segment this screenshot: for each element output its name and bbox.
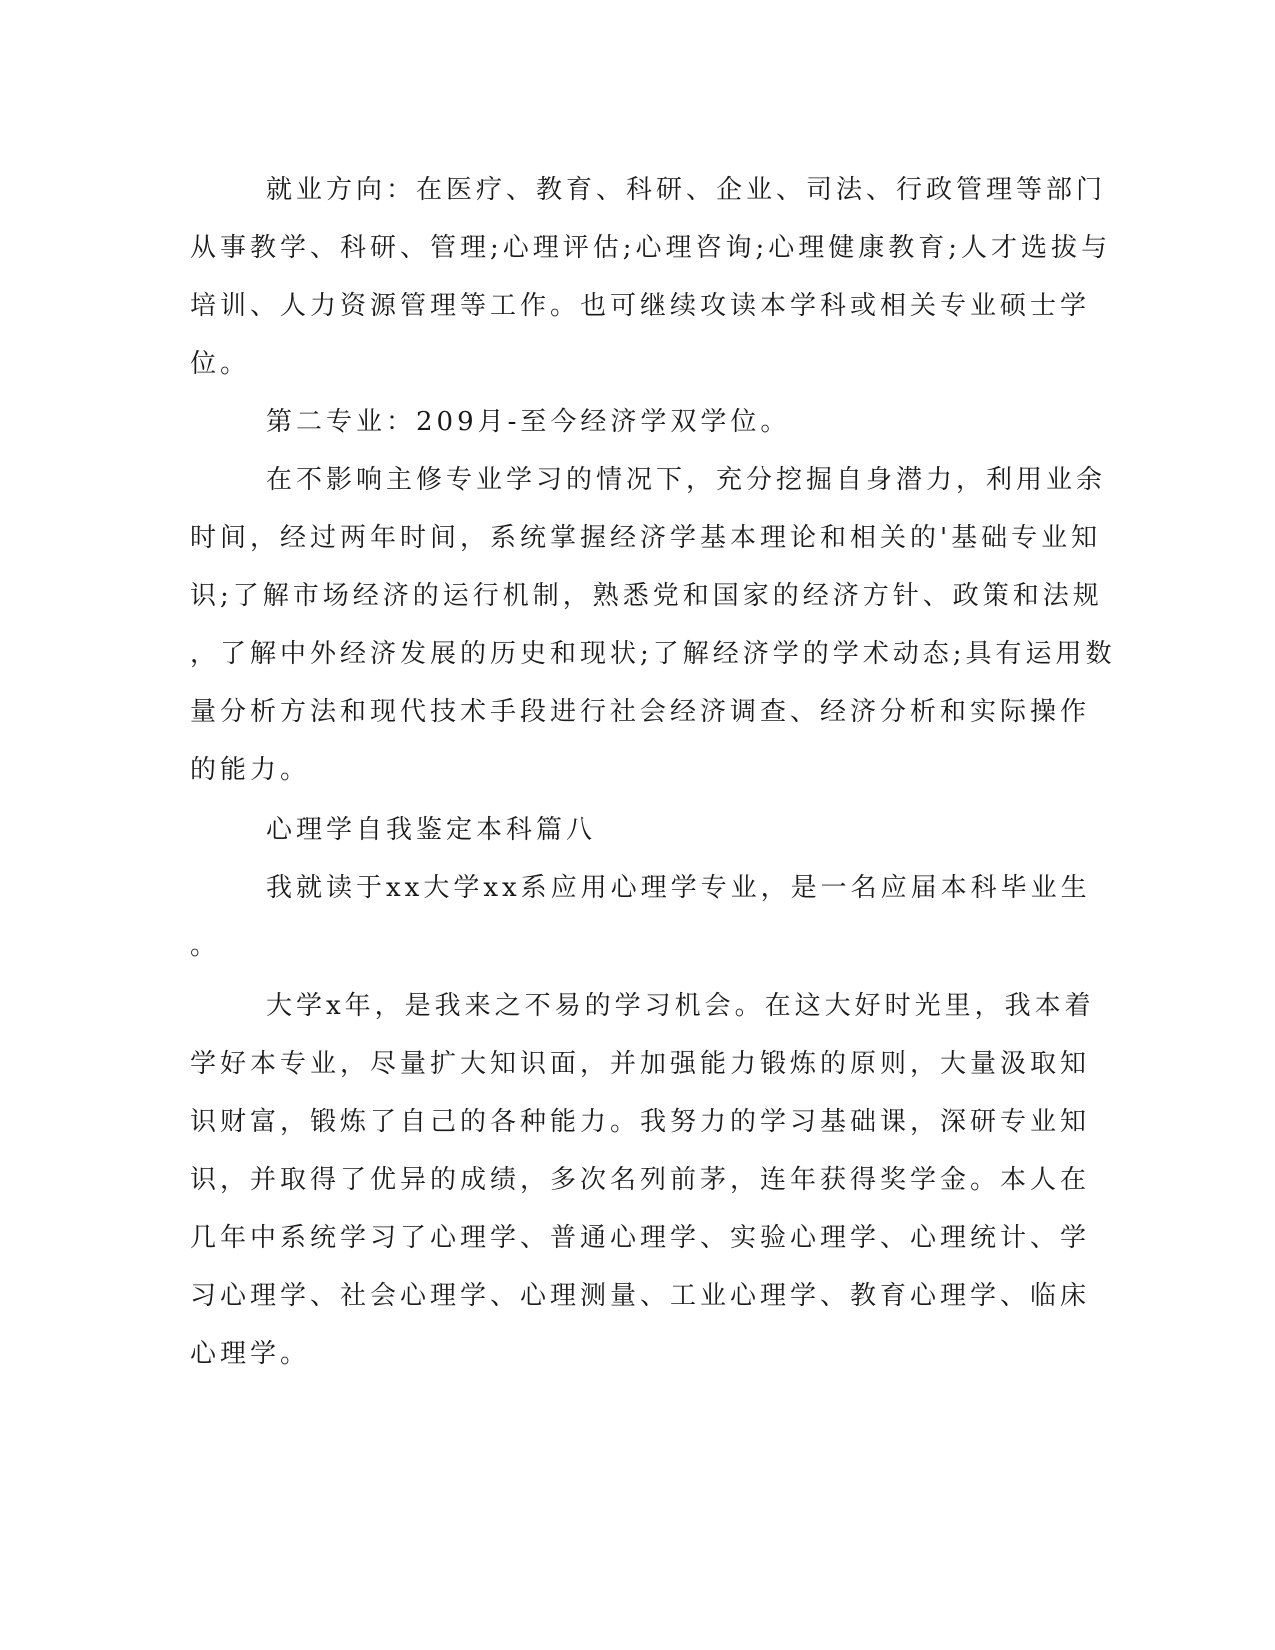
paragraph-study-line-4: 识，并取得了优异的成绩，多次名列前茅，连年获得奖学金。本人在 xyxy=(190,1165,1091,1195)
paragraph-intro-line-1: 我就读于xx大学xx系应用心理学专业，是一名应届本科毕业生 xyxy=(266,873,1091,903)
paragraph-study-line-2: 学好本专业，尽量扩大知识面，并加强能力锻炼的原则，大量汲取知 xyxy=(190,1049,1091,1079)
paragraph-economics-line-1: 在不影响主修专业学习的情况下，充分挖掘自身潜力，利用业余 xyxy=(266,465,1107,495)
paragraph-economics-line-2: 时间，经过两年时间，系统掌握经济学基本理论和相关的'基础专业知 xyxy=(190,523,1102,553)
paragraph-employment-line-4: 位。 xyxy=(190,349,251,379)
paragraph-study-line-7: 心理学。 xyxy=(190,1339,311,1369)
paragraph-second-major: 第二专业：209月-至今经济学双学位。 xyxy=(266,407,791,437)
section-heading: 心理学自我鉴定本科篇八 xyxy=(266,815,597,845)
paragraph-employment-line-3: 培训、人力资源管理等工作。也可继续攻读本学科或相关专业硕士学 xyxy=(190,291,1091,321)
paragraph-study-line-3: 识财富，锻炼了自己的各种能力。我努力的学习基础课，深研专业知 xyxy=(190,1107,1091,1137)
paragraph-economics-line-3: 识;了解市场经济的运行机制，熟悉党和国家的经济方针、政策和法规 xyxy=(190,581,1103,611)
paragraph-employment-line-1: 就业方向：在医疗、教育、科研、企业、司法、行政管理等部门 xyxy=(266,175,1107,205)
paragraph-intro-line-2: 。 xyxy=(190,931,221,961)
paragraph-study-line-6: 习心理学、社会心理学、心理测量、工业心理学、教育心理学、临床 xyxy=(190,1281,1091,1311)
paragraph-economics-line-6: 的能力。 xyxy=(190,755,311,785)
paragraph-economics-line-4: ，了解中外经济发展的历史和现状;了解经济学的学术动态;具有运用数 xyxy=(190,639,1116,669)
paragraph-study-line-1: 大学x年，是我来之不易的学习机会。在这大好时光里，我本着 xyxy=(266,991,1095,1021)
paragraph-study-line-5: 几年中系统学习了心理学、普通心理学、实验心理学、心理统计、学 xyxy=(190,1223,1091,1253)
paragraph-economics-line-5: 量分析方法和现代技术手段进行社会经济调查、经济分析和实际操作 xyxy=(190,697,1091,727)
paragraph-employment-line-2: 从事教学、科研、管理;心理评估;心理咨询;心理健康教育;人才选拔与 xyxy=(190,233,1112,263)
